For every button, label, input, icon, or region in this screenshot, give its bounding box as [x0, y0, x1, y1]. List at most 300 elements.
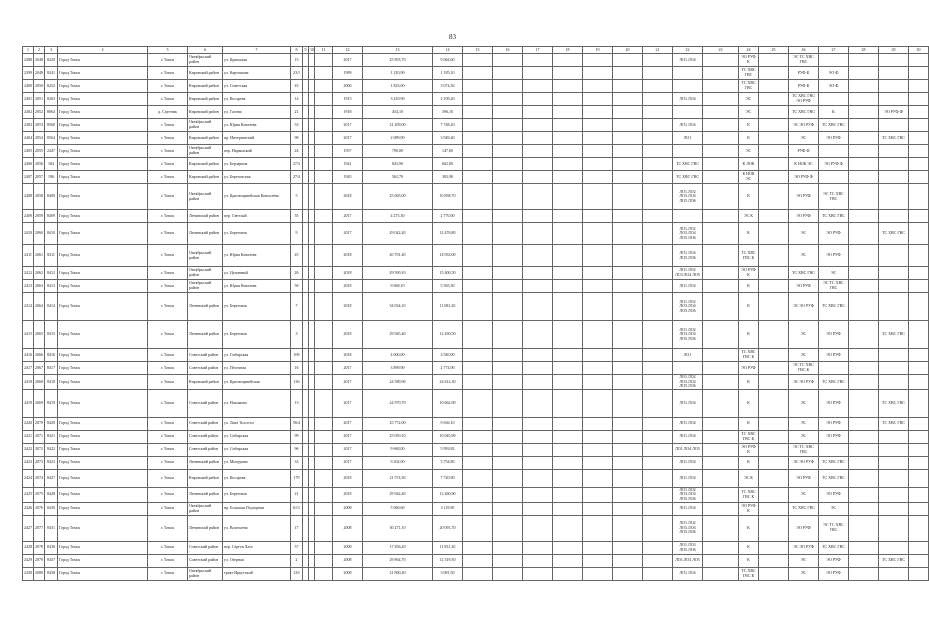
cell-empty — [583, 502, 613, 515]
cell-empty — [613, 502, 643, 515]
cell-b: 186 — [45, 171, 58, 184]
cell-i: 21 800,40 — [363, 567, 433, 580]
cell-n: 2430 — [23, 567, 34, 580]
cell-empty — [849, 67, 879, 80]
cell-empty — [583, 417, 613, 430]
cell-i: 29 590,10 — [363, 267, 433, 280]
cell-empty — [553, 502, 583, 515]
cell-empty — [703, 469, 739, 487]
cell-empty — [909, 567, 929, 580]
cell-empty — [909, 106, 929, 119]
cell-j: 1 185,10 — [433, 67, 463, 80]
table-row — [23, 132, 929, 145]
cell-empty — [759, 93, 789, 106]
cell-b: 184 — [45, 158, 58, 171]
cell-empty — [493, 417, 523, 430]
cell-c: Город Томск — [58, 93, 148, 106]
cell-f: ул. Косарева — [223, 469, 291, 487]
cell-empty — [849, 487, 879, 502]
column-number: 17 — [523, 47, 553, 54]
work-type-cell: ЭО РУФ — [819, 132, 849, 145]
cell-e: Ленинский район — [188, 487, 223, 502]
work-type-cell: К ЛОК — [739, 158, 759, 171]
work-type-cell: ЭО РУФ — [819, 417, 849, 430]
cell-c: Город Томск — [58, 541, 148, 554]
cell-empty — [523, 145, 553, 158]
cell-e: Октябрьский район — [188, 245, 223, 267]
cell-b: 8419 — [45, 389, 58, 417]
work-type-cell: К — [739, 375, 759, 390]
cell-empty — [759, 443, 789, 456]
cell-a: 2073 — [34, 456, 45, 469]
column-number: 16 — [493, 47, 523, 54]
cell-empty — [909, 267, 929, 280]
work-type-cell: ЛО1 — [673, 349, 703, 362]
table-row — [23, 210, 929, 223]
table-row — [23, 349, 929, 362]
cell-f: ул. Березовская — [223, 171, 291, 184]
work-type-cell: ЛО1.ЛО4 — [673, 93, 703, 106]
cell-j: 3 074,30 — [433, 80, 463, 93]
cell-empty — [553, 93, 583, 106]
cell-j: 662,80 — [433, 158, 463, 171]
cell-empty — [759, 430, 789, 443]
cell-empty — [643, 145, 673, 158]
cell-empty — [703, 293, 739, 321]
work-type-cell: ТС ХВС ГВС — [739, 67, 759, 80]
work-type-cell: ЛО1.ЛО4 — [673, 456, 703, 469]
work-type-cell: ЭО РУФ — [789, 515, 819, 541]
cell-empty — [879, 456, 909, 469]
cell-empty — [315, 210, 333, 223]
cell-b: 8417 — [45, 362, 58, 375]
cell-empty — [583, 541, 613, 554]
cell-empty — [673, 362, 703, 375]
cell-n: 2410 — [23, 223, 34, 245]
cell-n: 2400 — [23, 80, 34, 93]
cell-n: 2408 — [23, 184, 34, 210]
cell-g: 179 — [291, 469, 303, 487]
cell-empty — [703, 145, 739, 158]
cell-empty — [909, 541, 929, 554]
cell-empty — [315, 554, 333, 567]
cell-a: 2076 — [34, 502, 45, 515]
cell-empty — [613, 567, 643, 580]
cell-g: 17 — [291, 515, 303, 541]
cell-b: 8560 — [45, 119, 58, 132]
cell-n: 2403 — [23, 119, 34, 132]
cell-empty — [553, 430, 583, 443]
work-type-cell: ТС ХВС ГВС — [819, 541, 849, 554]
cell-empty — [643, 132, 673, 145]
cell-empty — [909, 293, 929, 321]
cell-empty — [613, 280, 643, 293]
cell-empty — [523, 184, 553, 210]
cell-empty — [849, 280, 879, 293]
cell-empty — [583, 245, 613, 267]
cell-empty — [703, 443, 739, 456]
cell-i: 1 823,00 — [363, 80, 433, 93]
cell-empty — [493, 119, 523, 132]
cell-empty — [613, 93, 643, 106]
cell-i: 25 050,10 — [363, 430, 433, 443]
cell-empty — [759, 223, 789, 245]
cell-empty — [493, 67, 523, 80]
cell-empty — [553, 267, 583, 280]
cell-c: Город Томск — [58, 443, 148, 456]
column-number: 3 — [45, 47, 58, 54]
cell-empty — [315, 349, 333, 362]
cell-empty — [583, 389, 613, 417]
cell-f: ул. Береговая — [223, 487, 291, 502]
work-type-cell: ЛО1.ЛО2 ЛО3.ЛО4 ЛО5.ЛО6 — [673, 293, 703, 321]
cell-empty — [523, 223, 553, 245]
cell-n: 2409 — [23, 210, 34, 223]
cell-empty — [909, 443, 929, 456]
cell-empty — [819, 443, 849, 456]
cell-i: 1 210,90 — [363, 67, 433, 80]
cell-f: пер. Сергея Лазо — [223, 541, 291, 554]
cell-e: Советский район — [188, 349, 223, 362]
work-type-cell: ТС ХВС ГВС — [819, 119, 849, 132]
work-type-cell: ТС ХВС ГВС — [819, 375, 849, 390]
cell-b: 8410 — [45, 223, 58, 245]
cell-j: 147,00 — [433, 145, 463, 158]
work-type-cell: К — [739, 541, 759, 554]
cell-a: 2069 — [34, 389, 45, 417]
cell-empty — [759, 184, 789, 210]
cell-d: г. Томск — [148, 293, 188, 321]
cell-empty — [553, 132, 583, 145]
work-type-cell: ТС ХВС ГВС — [879, 389, 909, 417]
cell-empty — [909, 145, 929, 158]
cell-n: 2406 — [23, 158, 34, 171]
cell-g: 24 — [291, 145, 303, 158]
cell-a: 2052 — [34, 106, 45, 119]
work-type-cell: ЭС — [789, 567, 819, 580]
work-type-cell: ТС ХВС ГВС — [819, 469, 849, 487]
cell-j: 2 940,00 — [433, 349, 463, 362]
cell-empty — [493, 502, 523, 515]
cell-empty — [909, 321, 929, 349]
cell-a: 2067 — [34, 362, 45, 375]
cell-g: 56/4 — [291, 417, 303, 430]
cell-empty — [553, 158, 583, 171]
table-row — [23, 158, 929, 171]
work-type-cell: ЭС ЭО РУФ — [789, 375, 819, 390]
cell-f: ул. Песочная — [223, 362, 291, 375]
cell-h: 2017 — [333, 375, 363, 390]
work-type-cell: ЭС — [789, 223, 819, 245]
cell-empty — [493, 132, 523, 145]
cell-empty — [523, 515, 553, 541]
cell-e: Кировский район — [188, 67, 223, 80]
work-type-cell: ЭО РУФ — [789, 469, 819, 487]
cell-empty — [583, 349, 613, 362]
cell-empty — [315, 469, 333, 487]
cell-empty — [463, 93, 493, 106]
table-row — [23, 184, 929, 210]
cell-h: 1918 — [333, 106, 363, 119]
cell-j: 9 636,10 — [433, 417, 463, 430]
cell-c: Город Томск — [58, 223, 148, 245]
work-type-cell: ЛО1.ЛО4 — [673, 430, 703, 443]
cell-empty — [879, 171, 909, 184]
cell-a: 2054 — [34, 132, 45, 145]
cell-empty — [553, 106, 583, 119]
cell-empty — [909, 554, 929, 567]
cell-h: 1999 — [333, 67, 363, 80]
column-number-row — [23, 47, 929, 54]
cell-a: 2074 — [34, 469, 45, 487]
cell-empty — [879, 430, 909, 443]
cell-empty — [703, 362, 739, 375]
cell-empty — [463, 132, 493, 145]
cell-a: 2079 — [34, 554, 45, 567]
column-number: 4 — [58, 47, 148, 54]
cell-g: 23/1 — [291, 67, 303, 80]
cell-empty — [493, 145, 523, 158]
cell-a: 2056 — [34, 158, 45, 171]
table-row — [23, 389, 929, 417]
cell-e: Октябрьский район — [188, 267, 223, 280]
cell-empty — [643, 184, 673, 210]
cell-empty — [315, 456, 333, 469]
cell-f: пер. Нарымский — [223, 145, 291, 158]
cell-empty — [703, 389, 739, 417]
cell-empty — [493, 158, 523, 171]
cell-a: 2080 — [34, 567, 45, 580]
cell-j: 2 774,90 — [433, 362, 463, 375]
cell-empty — [819, 171, 849, 184]
cell-n: 2428 — [23, 541, 34, 554]
cell-h: 2008 — [333, 554, 363, 567]
cell-empty — [315, 362, 333, 375]
cell-f: ул. Береговая — [223, 321, 291, 349]
cell-b: 8220 — [45, 54, 58, 67]
cell-empty — [643, 80, 673, 93]
cell-h: 2018 — [333, 321, 363, 349]
cell-empty — [493, 223, 523, 245]
cell-empty — [703, 554, 739, 567]
cell-empty — [523, 417, 553, 430]
cell-empty — [703, 417, 739, 430]
cell-j: 10 045,90 — [433, 430, 463, 443]
cell-f: ул. Волочаева — [223, 515, 291, 541]
cell-d: г. Томск — [148, 443, 188, 456]
cell-empty — [909, 375, 929, 390]
table-row — [23, 171, 929, 184]
work-type-cell: К НОК ЭС — [739, 171, 759, 184]
cell-h: 2017 — [333, 223, 363, 245]
table-row — [23, 119, 929, 132]
cell-a: 2059 — [34, 210, 45, 223]
cell-c: Город Томск — [58, 321, 148, 349]
cell-empty — [493, 375, 523, 390]
column-number: 14 — [433, 47, 463, 54]
cell-g: 27/3 — [291, 158, 303, 171]
cell-empty — [703, 93, 739, 106]
cell-a: 2068 — [34, 375, 45, 390]
cell-empty — [523, 54, 553, 67]
work-type-cell: ЭО РУФ Ф — [789, 171, 819, 184]
cell-d: г. Томск — [148, 223, 188, 245]
cell-empty — [583, 106, 613, 119]
cell-empty — [523, 430, 553, 443]
cell-c: Город Томск — [58, 389, 148, 417]
cell-empty — [643, 321, 673, 349]
cell-empty — [613, 375, 643, 390]
cell-d: г. Томск — [148, 245, 188, 267]
cell-empty — [315, 93, 333, 106]
cell-empty — [463, 210, 493, 223]
cell-d: г. Томск — [148, 54, 188, 67]
cell-empty — [583, 430, 613, 443]
cell-c: Город Томск — [58, 106, 148, 119]
cell-i: 25 065,00 — [363, 184, 433, 210]
cell-c: Город Томск — [58, 375, 148, 390]
cell-empty — [493, 443, 523, 456]
cell-n: 2411 — [23, 245, 34, 267]
cell-h: 2017 — [333, 443, 363, 456]
cell-f: ул. Береговая — [223, 293, 291, 321]
cell-empty — [759, 469, 789, 487]
cell-g: 5 — [291, 184, 303, 210]
cell-empty — [493, 456, 523, 469]
cell-f: ул. Целинный — [223, 267, 291, 280]
work-type-cell: ЭО РУФ — [789, 280, 819, 293]
cell-b: 8414 — [45, 293, 58, 321]
cell-e: Кировский район — [188, 158, 223, 171]
cell-c: Город Томск — [58, 80, 148, 93]
cell-empty — [523, 132, 553, 145]
cell-n: 2418 — [23, 375, 34, 390]
cell-e: Ленинский район — [188, 210, 223, 223]
cell-empty — [553, 469, 583, 487]
cell-empty — [493, 554, 523, 567]
cell-empty — [463, 267, 493, 280]
cell-empty — [463, 469, 493, 487]
cell-b: 8415 — [45, 321, 58, 349]
cell-empty — [463, 554, 493, 567]
cell-empty — [849, 430, 879, 443]
cell-n: 2405 — [23, 145, 34, 158]
work-type-cell: ЛО1.ЛО4 — [673, 567, 703, 580]
work-type-cell: К — [739, 389, 759, 417]
work-type-cell: К — [739, 417, 759, 430]
cell-empty — [909, 430, 929, 443]
cell-empty — [673, 106, 703, 119]
cell-empty — [523, 158, 553, 171]
cell-j: 3 081,50 — [433, 567, 463, 580]
cell-empty — [643, 541, 673, 554]
cell-empty — [613, 456, 643, 469]
cell-empty — [909, 280, 929, 293]
cell-empty — [703, 456, 739, 469]
work-type-cell: ТС ХВС ГВС — [789, 106, 819, 119]
cell-empty — [613, 80, 643, 93]
cell-empty — [463, 280, 493, 293]
cell-h: 2018 — [333, 280, 363, 293]
cell-e: Ленинский район — [188, 456, 223, 469]
cell-n: 2414 — [23, 293, 34, 321]
cell-empty — [463, 430, 493, 443]
cell-f: ул. Сибирская — [223, 349, 291, 362]
cell-b: 8428 — [45, 487, 58, 502]
work-type-cell: ЭС — [789, 245, 819, 267]
cell-empty — [463, 54, 493, 67]
cell-h: 2017 — [333, 430, 363, 443]
cell-d: г. Томск — [148, 158, 188, 171]
work-type-cell: ЛО1.ЛО4 — [673, 469, 703, 487]
work-type-cell: ЭС — [789, 487, 819, 502]
cell-empty — [583, 80, 613, 93]
cell-empty — [315, 132, 333, 145]
work-type-cell: ТС ХВС ГВС К — [739, 349, 759, 362]
cell-empty — [703, 132, 739, 145]
cell-g: 98 — [291, 132, 303, 145]
work-type-cell: ЭС — [789, 132, 819, 145]
cell-empty — [879, 349, 909, 362]
cell-d: г. Томск — [148, 502, 188, 515]
cell-empty — [553, 443, 583, 456]
cell-empty — [463, 321, 493, 349]
cell-empty — [849, 389, 879, 417]
cell-h: 2008 — [333, 515, 363, 541]
work-type-cell: ЭО РУФ — [819, 487, 849, 502]
cell-j: 396,10 — [433, 106, 463, 119]
cell-e: Кировский район — [188, 80, 223, 93]
cell-empty — [879, 567, 909, 580]
cell-e: Советский район — [188, 541, 223, 554]
cell-h: 2017 — [333, 119, 363, 132]
cell-d: г. Томск — [148, 145, 188, 158]
cell-d: г. Томск — [148, 375, 188, 390]
cell-empty — [643, 106, 673, 119]
cell-empty — [849, 93, 879, 106]
cell-e: Октябрьский район — [188, 567, 223, 580]
cell-g: 126 — [291, 375, 303, 390]
cell-n: 2402 — [23, 106, 34, 119]
work-type-cell: К — [739, 321, 759, 349]
cell-b: 8263 — [45, 93, 58, 106]
cell-empty — [759, 375, 789, 390]
cell-empty — [879, 280, 909, 293]
work-type-cell: ЛО1 — [673, 132, 703, 145]
cell-empty — [879, 267, 909, 280]
work-type-cell: ТС ХВС ГВС К — [739, 245, 759, 267]
cell-empty — [909, 417, 929, 430]
cell-empty — [493, 210, 523, 223]
work-type-cell: ЭО РУФ К — [739, 267, 759, 280]
cell-empty — [849, 554, 879, 567]
cell-b: 8427 — [45, 469, 58, 487]
cell-a: 2072 — [34, 443, 45, 456]
work-type-cell: ЭО Ф — [819, 80, 849, 93]
cell-g: 7 — [291, 293, 303, 321]
cell-g: 58 — [291, 280, 303, 293]
cell-empty — [643, 456, 673, 469]
work-type-cell: ЭО РУФ К — [739, 54, 759, 67]
cell-empty — [759, 80, 789, 93]
cell-empty — [759, 321, 789, 349]
table-row — [23, 145, 929, 158]
cell-empty — [463, 389, 493, 417]
cell-empty — [523, 245, 553, 267]
cell-j: 5 565,30 — [433, 280, 463, 293]
cell-empty — [909, 132, 929, 145]
cell-empty — [553, 80, 583, 93]
